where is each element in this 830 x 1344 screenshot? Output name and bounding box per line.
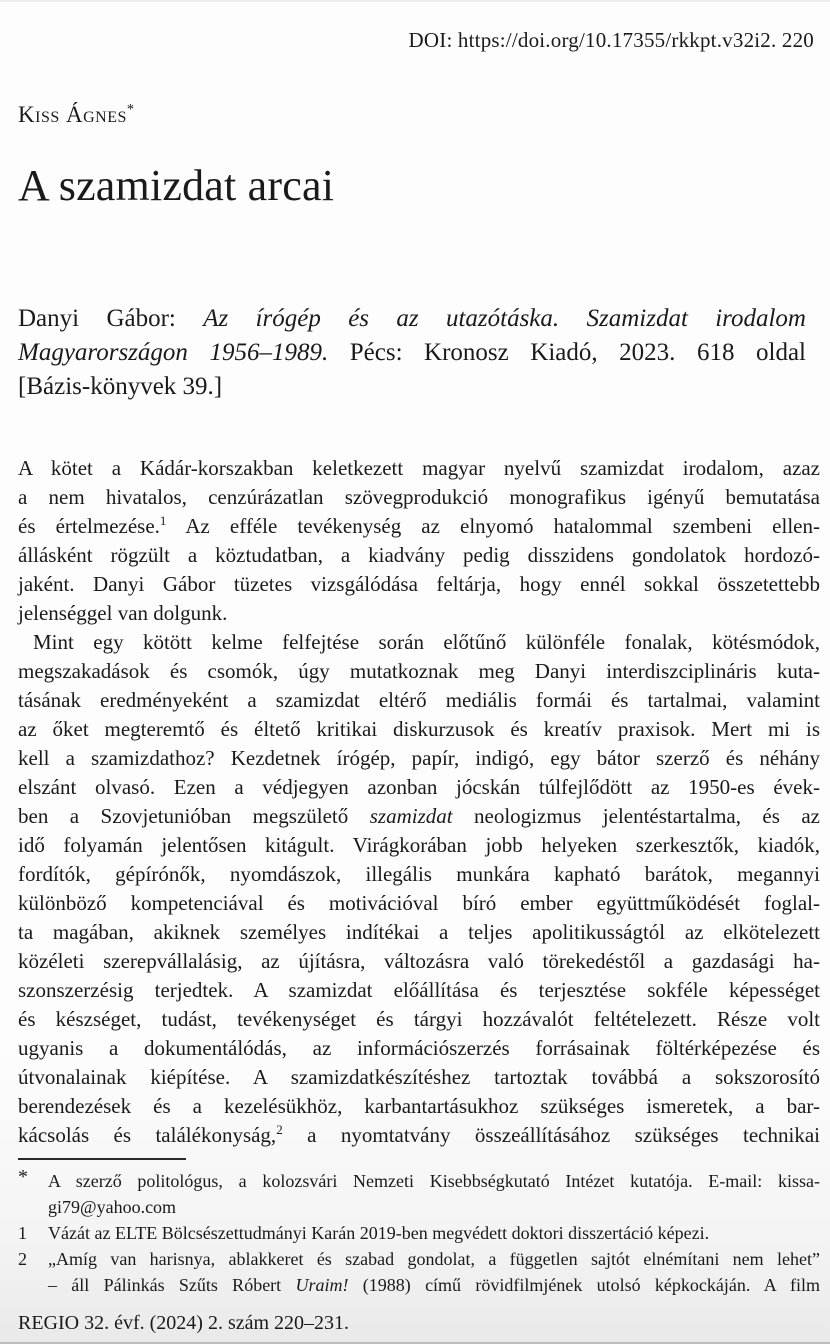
paragraph-2 <box>18 628 820 1150</box>
footnote-1 <box>18 1220 820 1246</box>
footnote-author <box>18 1168 820 1220</box>
text-line: kácsolás és találékonyság,$^2$ a nyomtatvány összeállításához szükséges technikai <box>18 1122 820 1147</box>
text-line: tásának eredményeként a szamizdat eltérő mediális formái és tartalmai, valamint <box>18 688 820 712</box>
footnote-2 <box>18 1246 820 1298</box>
author-name: Kiss Ágnes <box>18 102 127 127</box>
text-line: jaként. Danyi Gábor tüzetes vizsgálódása feltárja, hogy ennél sokkal összetettebb <box>18 572 820 596</box>
footnote-marker-1: 1 <box>18 1223 27 1243</box>
footnote-text <box>48 1246 820 1298</box>
text-line: – áll Pálinkás Szűts Róbert Uraim! (1988) című rövidfilmjének utolsó képkockáján. A film <box>48 1275 820 1295</box>
text-line: állásként rögzült a köztudatban, a kiadvány pedig disszidens gondolatok hordozó- <box>18 543 820 567</box>
book-citation <box>18 302 806 404</box>
author-byline <box>18 102 135 128</box>
text-line: Mint egy kötött kelme felfejtése során előtűnő különféle fonalak, kötésmódok, <box>33 630 820 654</box>
text-line: A szerző politológus, a kolozsvári Nemzeti Kisebbségkutató Intézet kutatója. E-mail: kissa- <box>48 1171 820 1191</box>
text-line: az őket megteremtő és éltető kritikai diskurzusok és kreatív praxisok. Mert mi is <box>18 717 820 741</box>
footnote-marker-2: 2 <box>18 1249 27 1269</box>
text-line: ta magában, akiknek személyes indítékai a teljes apolitikusságtól az elkötelezett <box>18 920 820 944</box>
page-title: A szamizdat arcai <box>18 161 335 210</box>
paragraph-1 <box>18 454 820 628</box>
footnote-text <box>48 1220 820 1246</box>
text-line: közéleti szerepvállalásig, az újításra, változásra való törekedéstől a gazdasági ha- <box>18 949 820 973</box>
text-line: és készséget, tudást, tevékenységet és tárgyi hozzávalót feltételezett. Része volt <box>18 1007 820 1031</box>
author-footnote-marker: * <box>126 101 135 118</box>
text-line: jelenséggel van dolgunk. <box>18 601 228 625</box>
text-line: a nem hivatalos, cenzúrázatlan szövegprodukció monografikus igényű bemutatása <box>18 485 820 509</box>
text-line: gi79@yahoo.com <box>48 1197 177 1217</box>
text-line: berendezések és a kezelésükhöz, karbantartásukhoz szükséges ismeretek, a bar- <box>18 1094 820 1118</box>
footnote-marker-star: * <box>18 1166 28 1188</box>
footnote-text <box>48 1168 820 1220</box>
text-line: kell a szamizdathoz? Kezdetnek írógép, papír, indigó, egy bátor szerző és néhány <box>18 746 820 770</box>
footnotes-section <box>18 1146 820 1298</box>
text-line: idő folyamán jelentősen kitágult. Virágkorában jobb helyeken szerkesztők, kiadók, <box>18 833 820 857</box>
text-line: fordítók, gépírónők, nyomdászok, illegális munkára kapható barátok, megannyi <box>18 862 820 886</box>
text-line: Magyarországon 1956–1989. Pécs: Kronosz Kiadó, 2023. 618 oldal <box>18 339 806 366</box>
text-line: különböző kompetenciával és motivációval bíró ember együttműködését foglal- <box>18 891 820 915</box>
text-line: szonszerzésig terjedtek. A szamizdat előállítása és terjesztése sokféle képességet <box>18 978 820 1002</box>
text-line: „Amíg van harisnya, ablakkeret és szabad gondolat, a független sajtót elnémítani nem lehet” <box>48 1249 820 1269</box>
text-line: Vázát az ELTE Bölcsészettudmányi Karán 2019-ben megvédett doktori disszertáció képezi. <box>48 1223 710 1243</box>
review-body <box>18 454 820 1150</box>
text-line: ugyanis a dokumentálódás, az információszerzés forrásainak föltérképezése és <box>18 1036 820 1060</box>
text-line: és értelmezése.$^1$ Az efféle tevékenység az elnyomó hatalommal szembeni ellen- <box>18 513 820 538</box>
text-line: megszakadások és csomók, úgy mutatkoznak meg Danyi interdiszciplináris kuta- <box>18 659 820 683</box>
doi-link[interactable]: DOI: https://doi.org/10.17355/rkkpt.v32i2. 220 <box>408 28 814 52</box>
footnote-separator-rule <box>18 1158 186 1160</box>
text-line: A kötet a Kádár-korszakban keletkezett magyar nyelvű szamizdat irodalom, azaz <box>18 456 820 480</box>
text-line: Danyi Gábor: Az írógép és az utazótáska. Szamizdat irodalom <box>18 305 806 332</box>
text-line: útvonalainak kiépítése. A szamizdatkészítéshez tartoztak továbbá a sokszorosító <box>18 1065 820 1089</box>
text-line: elszánt olvasó. Ezen a védjegyen azonban jócskán túlfejlődött az 1950-es évek- <box>18 775 820 799</box>
text-line: ben a Szovjetunióban megszülető szamizdat neologizmus jelentéstartalma, és az <box>18 804 820 828</box>
text-line: [Bázis-könyvek 39.] <box>18 373 223 400</box>
journal-footer: REGIO 32. évf. (2024) 2. szám 220–231. <box>18 1312 350 1334</box>
